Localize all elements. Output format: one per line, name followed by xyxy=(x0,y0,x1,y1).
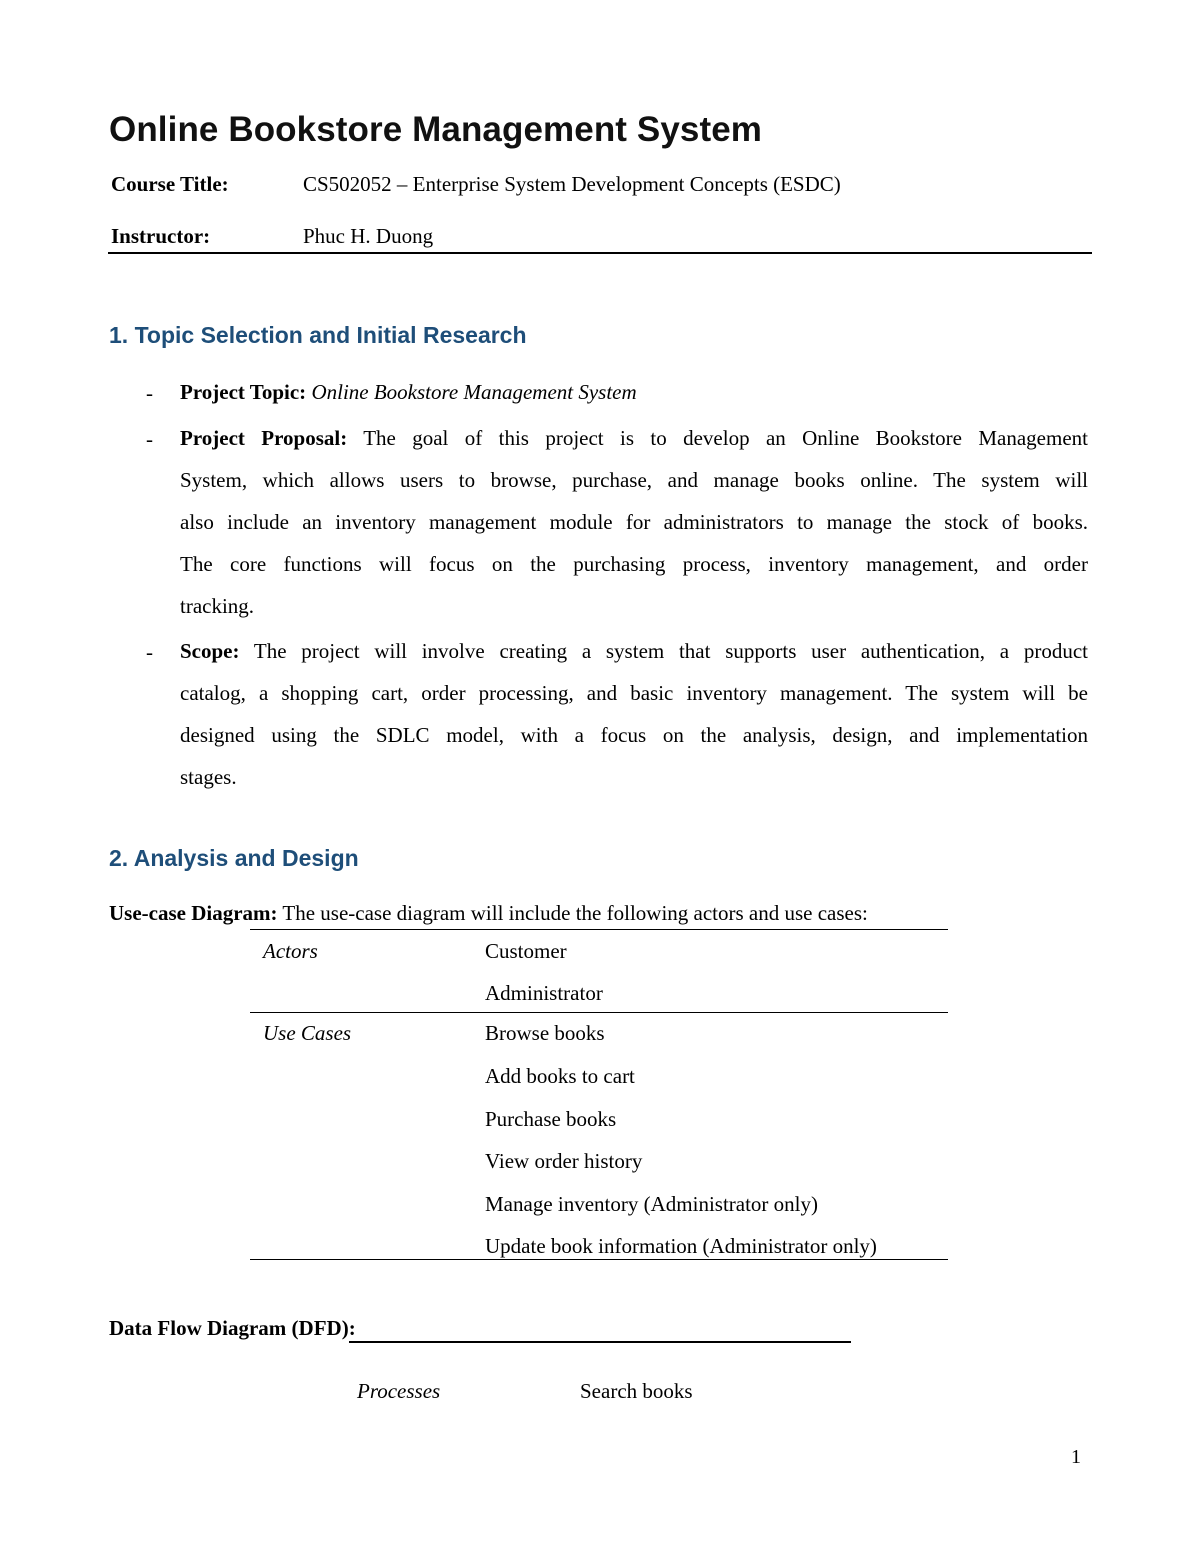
bullet-marker: - xyxy=(146,381,153,405)
table-cell-use-case: Purchase books xyxy=(485,1107,617,1131)
bullet-project-topic xyxy=(180,376,1088,418)
table-cell-actor: Administrator xyxy=(485,981,603,1005)
paragraph-line: designed using the SDLC model, with a focus on the analysis, design, and implementation xyxy=(180,723,1088,747)
paragraph-line: stages. xyxy=(180,765,237,789)
table-cell-actor: Customer xyxy=(485,939,567,963)
paragraph-line: System, which allows users to browse, purchase, and manage books online. The system will xyxy=(180,468,1088,492)
table-mid-rule xyxy=(250,1012,948,1013)
table-top-rule xyxy=(250,929,948,930)
paragraph-line: also include an inventory management module for administrators to manage the stock of books. xyxy=(180,510,1088,534)
use-cases-label: Use Cases xyxy=(263,1021,352,1045)
table-cell-process: Search books xyxy=(580,1379,693,1403)
use-case-intro xyxy=(109,901,868,926)
table-bottom-rule xyxy=(250,1259,948,1260)
table-cell-use-case: Browse books xyxy=(485,1021,605,1045)
project-topic-value: Online Bookstore Management System xyxy=(311,380,637,404)
bullet-project-proposal xyxy=(180,422,1088,632)
instructor-value: Phuc H. Duong xyxy=(303,224,434,248)
instructor-label: Instructor: xyxy=(111,224,211,248)
processes-label: Processes xyxy=(357,1379,441,1403)
section-2-heading: 2. Analysis and Design xyxy=(109,845,359,871)
use-case-intro-text: The use-case diagram will include the following actors and use cases: xyxy=(282,901,868,925)
header-rule xyxy=(108,252,1092,254)
table-cell-use-case: Manage inventory (Administrator only) xyxy=(485,1192,819,1216)
course-title-value: CS502052 – Enterprise System Development Concepts (ESDC) xyxy=(303,172,841,196)
course-title-label: Course Title: xyxy=(111,172,229,196)
table-cell-use-case: View order history xyxy=(485,1149,643,1173)
paragraph-line: The core functions will focus on the purchasing process, inventory management, and order xyxy=(180,552,1088,576)
project-proposal-label: Project Proposal: xyxy=(180,426,348,450)
scope-label: Scope: xyxy=(180,639,240,663)
bullet-marker: - xyxy=(146,640,153,664)
paragraph-line: tracking. xyxy=(180,594,255,618)
dfd-table-top-rule xyxy=(349,1341,851,1343)
bullet-marker: - xyxy=(146,427,153,451)
page-number: 1 xyxy=(1071,1446,1081,1468)
table-cell-use-case: Update book information (Administrator only) xyxy=(485,1234,877,1258)
section-1-heading: 1. Topic Selection and Initial Research xyxy=(109,322,527,348)
project-topic-label: Project Topic: xyxy=(180,380,307,404)
actors-label: Actors xyxy=(263,939,318,963)
paragraph-line: The goal of this project is to develop an Online Bookstore Management xyxy=(363,426,1088,450)
document-title: Online Bookstore Management System xyxy=(109,110,763,149)
bullet-scope xyxy=(180,635,1088,803)
paragraph-line: The project will involve creating a system that supports user authentication, a product xyxy=(253,639,1089,663)
table-cell-use-case: Add books to cart xyxy=(485,1064,635,1088)
paragraph-line: catalog, a shopping cart, order processing, and basic inventory management. The system will be xyxy=(180,681,1088,705)
dfd-label: Data Flow Diagram (DFD): xyxy=(109,1316,356,1340)
use-case-label: Use-case Diagram: xyxy=(109,901,278,925)
